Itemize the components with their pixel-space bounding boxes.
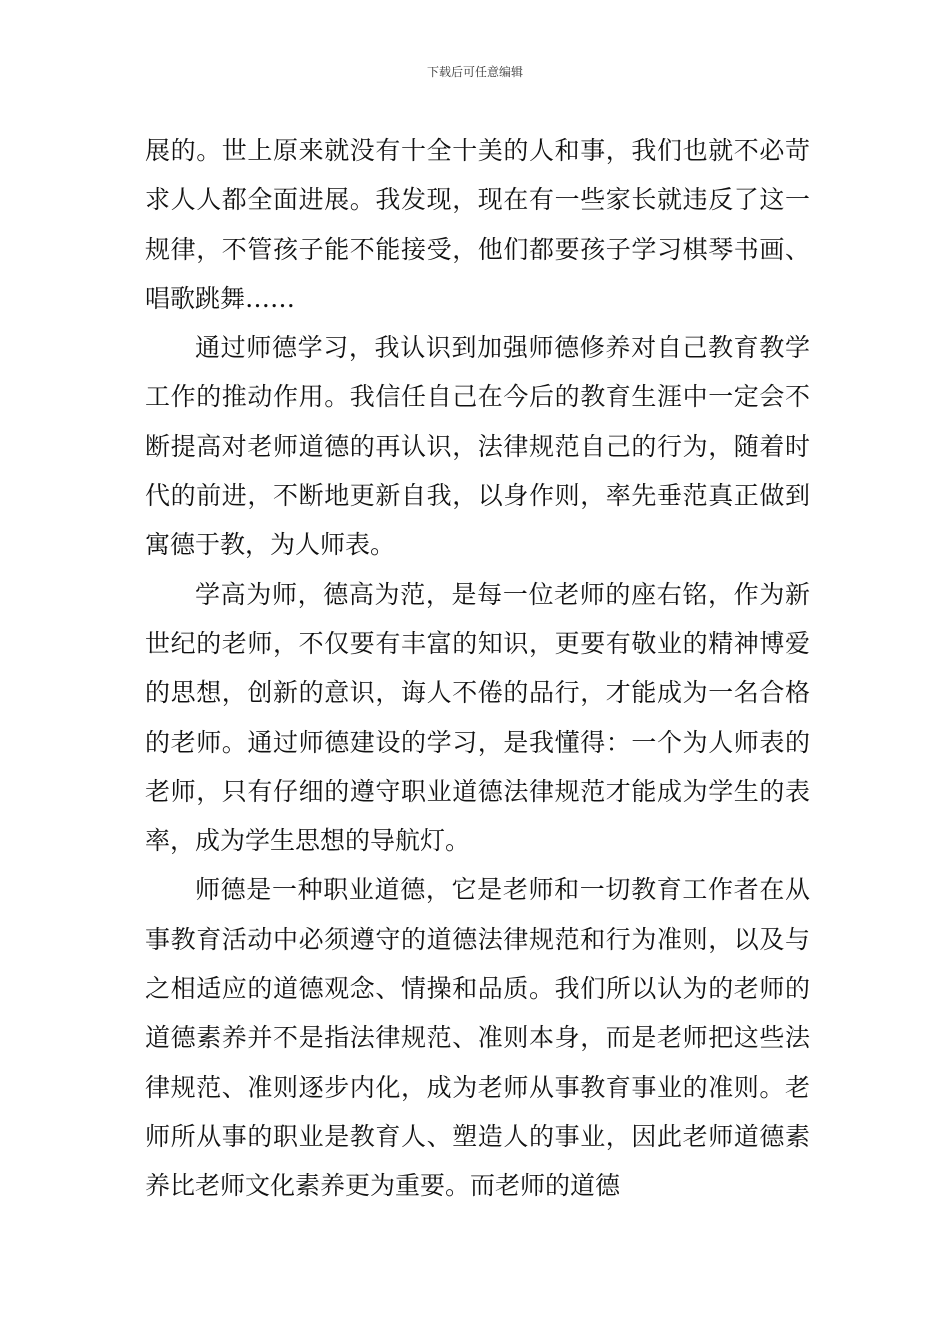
paragraph-2: 通过师德学习，我认识到加强师德修养对自己教育教学工作的推动作用。我信任自己在今后的教育生涯中一定会不断提高对老师道德的再认识，法律规范自己的行为，随着时代的前进，不断地更新自我，以身作则，率先垂范真正做到寓德于教，为人师表。 [145, 333, 810, 560]
paragraph-3: 学高为师，德高为范，是每一位老师的座右铭，作为新世纪的老师，不仅要有丰富的知识，更要有敬业的精神博爱的思想，创新的意识，诲人不倦的品行，才能成为一名合格的老师。通过师德建设的学习，是我懂得：一个为人师表的老师，只有仔细的遵守职业道德法律规范才能成为学生的表率，成为学生思想的导航灯。 [145, 579, 810, 856]
paragraph-1: 展的。世上原来就没有十全十美的人和事，我们也就不必苛求人人都全面进展。我发现，现在有一些家长就违反了这一规律，不管孩子能不能接受，他们都要孩子学习棋琴书画、唱歌跳舞…… [145, 136, 810, 313]
paragraph-4: 师德是一种职业道德，它是老师和一切教育工作者在从事教育活动中必须遵守的道德法律规范和行为准则，以及与之相适应的道德观念、情操和品质。我们所以认为的老师的道德素养并不是指法律规范、准则本身，而是老师把这些法律规范、准则逐步内化，成为老师从事教育事业的准则。老师所从事的职业是教育人、塑造人的事业，因此老师道德素养比老师文化素养更为重要。而老师的道德 [145, 875, 810, 1201]
document-body [145, 126, 810, 1211]
page-header: 下载后可任意编辑 [426, 65, 523, 79]
